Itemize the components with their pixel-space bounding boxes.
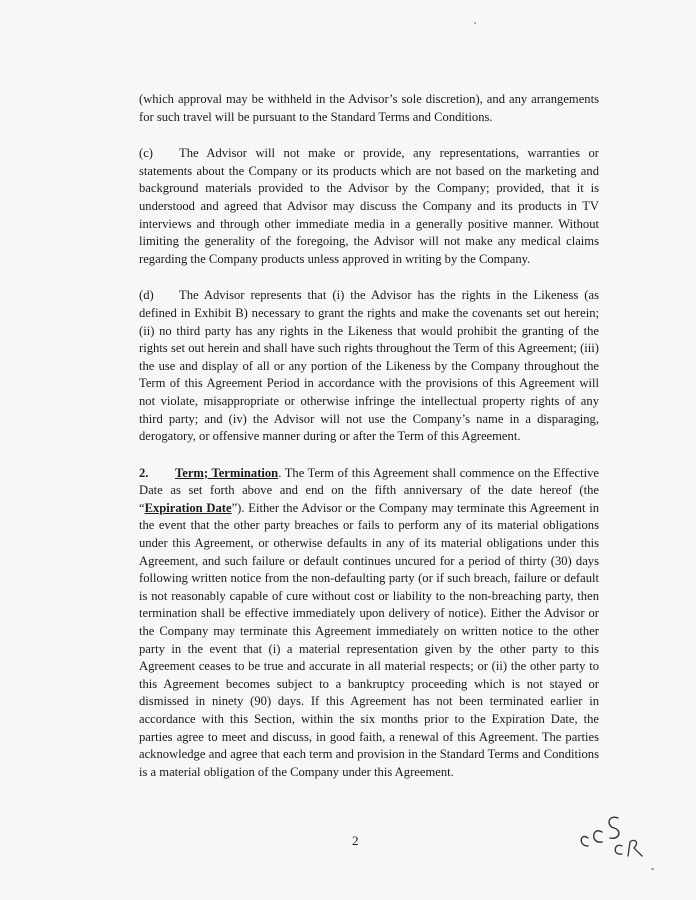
paragraph-d-text: The Advisor represents that (i) the Advisor has the rights in the Likeness (as defined in Exhibit B) necessary to grant the rights and make the covenants set out herein; (ii) no third party has any rights in the Likeness that would prohibit the granting of the rights set out herein and shall have such rights throughout the Term of this Agreement; (iii) the use and display of all or any portion of the Likeness by the Company throughout the Term of this Agreement Period in accordance with the provisions of this Agreement will not violate, misappropriate or otherwise infringe the intellectual property rights of any third party; and (iv) the Advisor will not use the Company’s name in a disparaging, derogatory, or offensive manner during or after the Term of this Agreement.: [139, 288, 599, 444]
section-2-text-b: ”). Either the Advisor or the Company may terminate this Agreement in the event that the other party breaches or fails to perform any of its material obligations under this Agreement, or otherwise defaults in any of its material obligations under this Agreement, and such failure or default continues uncured for a period of thirty (30) days following written notice from the non-defaulting party (or if such breach, failure or default is not reasonably capable of cure without cost or liability to the non-breaching party, then termination shall be effective immediately upon delivery of notice). Either the Advisor or the Company may terminate this Agreement immediately on written notice to the other party in the event that (i) a material representation given by the other party to this Agreement ceases to be true and accurate in all material respects; or (ii) the other party to this Agreement becomes subject to a bankruptcy proceeding which is not stayed or dismissed in ninety (90) days. If this Agreement has not been terminated earlier in accordance with this Section, within the six months prior to the Expiration Date, the parties agree to meet and discuss, in good faith, a renewal of this Agreement. The parties acknowledge and agree that each term and provision in the Standard Terms and Conditions is a material obligation of the Company under this Agreement.: [139, 500, 599, 779]
handwritten-initials: [570, 800, 670, 870]
section-2-heading: Term; Termination: [175, 465, 279, 480]
page-number: 2: [352, 833, 359, 848]
paragraph-c-label: (c): [139, 146, 153, 161]
paragraph-c: [139, 145, 599, 268]
scan-speck: [474, 22, 476, 24]
paragraph-d: [139, 287, 599, 445]
section-2-number: 2.: [139, 465, 149, 480]
scan-speck: [651, 868, 654, 870]
intro-text: (which approval may be withheld in the Advisor’s sole discretion), and any arrangements for such travel will be pursuant to the Standard Terms and Conditions.: [139, 92, 599, 124]
section-2-defined-term: Expiration Date: [144, 500, 232, 515]
section-2-text-a: . The Term of this Agreement shall commence on the Effective Date as set forth above and end on the fifth anniversary of the date hereof (the “: [139, 465, 599, 515]
paragraph-d-label: (d): [139, 288, 154, 303]
document-body: [139, 91, 599, 800]
paragraph-c-text: The Advisor will not make or provide, any representations, warranties or statements about the Company or its products which are not based on the marketing and background materials provided to the Advisor by the Company; provided, that it is understood and agreed that Advisor may discuss the Company and its products in TV interviews and through other immediate media in a generally positive manner. Without limiting the generality of the foregoing, the Advisor will not make any medical claims regarding the Company products unless approved in writing by the Company.: [139, 146, 599, 266]
intro-paragraph: [139, 91, 599, 126]
section-2: [139, 465, 599, 782]
